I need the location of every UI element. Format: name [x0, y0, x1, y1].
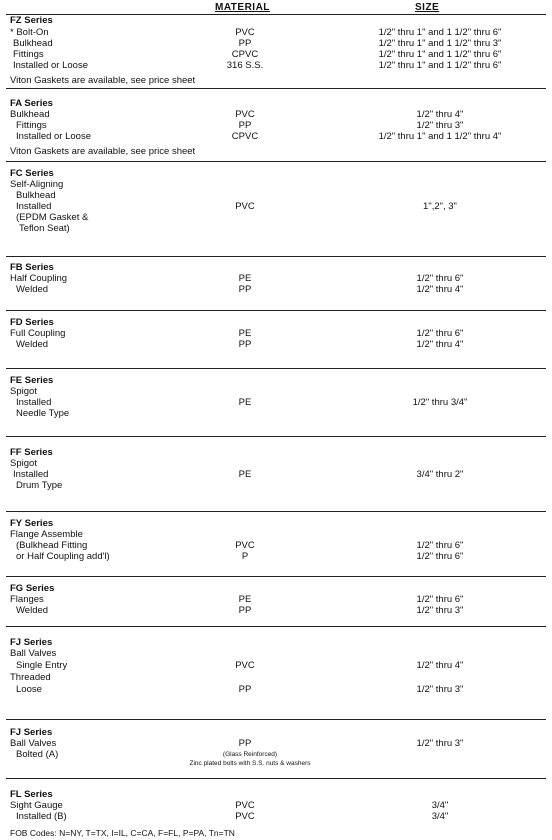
row-label: Single Entry — [16, 660, 68, 671]
table-row — [10, 131, 544, 143]
row-size: 3/4" — [431, 811, 449, 822]
row-size: 1/2" thru 4" — [416, 284, 464, 295]
row-size: 1/2" thru 3" — [416, 605, 464, 616]
series-title: FF Series — [10, 447, 53, 458]
table-row — [10, 408, 544, 420]
row-label: Bulkhead — [13, 38, 53, 49]
fl-series-section — [10, 789, 544, 829]
row-label: Fittings — [16, 120, 47, 131]
row-material: PVC — [235, 811, 255, 822]
section-divider — [6, 511, 546, 512]
row-label: Welded — [16, 284, 49, 295]
row-label: (EPDM Gasket & — [16, 212, 89, 223]
section-divider — [6, 88, 546, 89]
series-title: FG Series — [10, 583, 55, 594]
row-material: PP — [238, 684, 252, 695]
row-size: 1/2" thru 6" — [416, 551, 464, 562]
section-divider — [6, 368, 546, 369]
series-title: FZ Series — [10, 15, 53, 26]
section-divider — [6, 436, 546, 437]
row-size: 1/2" thru 4" — [416, 109, 464, 120]
series-title: FB Series — [10, 262, 54, 273]
row-label: Installed or Loose — [16, 131, 91, 142]
table-row — [10, 60, 544, 72]
series-title: FJ Series — [10, 637, 53, 648]
row-material: PE — [238, 273, 252, 284]
ff-series-section — [10, 447, 544, 497]
table-row — [10, 480, 544, 492]
section-divider — [6, 626, 546, 627]
section-divider — [6, 576, 546, 577]
row-material: PVC — [235, 660, 255, 671]
row-label: Installed — [16, 201, 52, 212]
row-material: PP — [238, 339, 252, 350]
row-size: 1/2" thru 3/4" — [412, 397, 468, 408]
row-material: PE — [238, 469, 252, 480]
row-size: 1/2" thru 6" — [416, 594, 464, 605]
fd-series-section — [10, 317, 544, 357]
table-row — [10, 660, 544, 672]
size-column-header: SIZE — [415, 2, 440, 13]
section-divider — [6, 161, 546, 162]
row-size: 1/2" thru 3" — [416, 684, 464, 695]
fj-series-threaded-section — [10, 637, 544, 702]
series-title: FD Series — [10, 317, 54, 328]
gasket-note: Viton Gaskets are available, see price sheet — [10, 75, 196, 86]
row-label: (Bulkhead Fitting — [16, 540, 88, 551]
row-label: Needle Type — [16, 408, 70, 419]
table-row — [10, 223, 544, 235]
row-size: 1/2" thru 1" and 1 1/2" thru 4" — [378, 131, 502, 142]
fg-series-section — [10, 583, 544, 623]
fy-series-section — [10, 518, 544, 568]
row-label: Drum Type — [16, 480, 63, 491]
row-material: CPVC — [231, 49, 259, 60]
row-size: 1/2" thru 6" — [416, 273, 464, 284]
row-material: PE — [238, 397, 252, 408]
bolt-note: Zinc plated bolts with S.S. nuts & washers — [189, 760, 311, 767]
row-material: PP — [238, 738, 252, 749]
row-material: PVC — [235, 109, 255, 120]
row-label: Ball Valves — [10, 648, 57, 659]
row-label: Installed (B) — [16, 811, 67, 822]
row-material: PE — [238, 594, 252, 605]
glass-reinforced-note: (Glass Reinforced) — [222, 751, 278, 758]
row-label: Half Coupling — [10, 273, 68, 284]
row-label: Full Coupling — [10, 328, 66, 339]
row-size: 1/2" thru 1" and 1 1/2" thru 6" — [378, 49, 502, 60]
row-label: Flange Assemble — [10, 529, 83, 540]
row-size: 3/4" — [431, 800, 449, 811]
row-size: 1/2" thru 6" — [416, 540, 464, 551]
row-material: PP — [238, 284, 252, 295]
row-label: Bolted (A) — [16, 749, 59, 760]
series-title: FE Series — [10, 375, 54, 386]
table-row — [10, 551, 544, 563]
fob-codes-footer: FOB Codes: N=NY, T=TX, I=IL, C=CA, F=FL, P=PA, Tn=TN — [10, 828, 235, 838]
series-title: FC Series — [10, 168, 54, 179]
row-size: 1/2" thru 3" — [416, 120, 464, 131]
row-size: 1/2" thru 4" — [416, 660, 464, 671]
series-title: FY Series — [10, 518, 54, 529]
row-label: Spigot — [10, 458, 37, 469]
row-label: Welded — [16, 339, 49, 350]
series-title: FA Series — [10, 98, 53, 109]
row-label: Installed — [16, 397, 52, 408]
row-material: PVC — [235, 540, 255, 551]
row-material: PP — [238, 120, 252, 131]
row-material: PVC — [235, 800, 255, 811]
section-divider — [6, 310, 546, 311]
row-label: Teflon Seat) — [19, 223, 70, 234]
row-label: Welded — [16, 605, 49, 616]
row-label: Fittings — [13, 49, 44, 60]
fc-series-section — [10, 168, 544, 243]
row-label: Threaded — [10, 672, 51, 683]
row-material: CPVC — [231, 131, 259, 142]
section-divider — [6, 719, 546, 720]
row-size: 1/2" thru 4" — [416, 339, 464, 350]
row-size: 1/2" thru 1" and 1 1/2" thru 3" — [378, 38, 502, 49]
row-material: PVC — [235, 27, 255, 38]
row-label: Bulkhead — [16, 190, 56, 201]
row-label: or Half Coupling add'l) — [16, 551, 110, 562]
row-size: 1",2", 3" — [423, 201, 457, 212]
row-label: Ball Valves — [10, 738, 57, 749]
row-size: 1/2" thru 1" and 1 1/2" thru 6" — [378, 60, 502, 71]
row-material: P — [241, 551, 249, 562]
row-size: 1/2" thru 6" — [416, 328, 464, 339]
row-label: Installed — [13, 469, 49, 480]
table-row — [10, 672, 544, 684]
row-label: Self-Aligning — [10, 179, 64, 190]
table-row — [10, 811, 544, 823]
row-size: 1/2" thru 1" and 1 1/2" thru 6" — [378, 27, 502, 38]
row-size: 1/2" thru 3" — [416, 738, 464, 749]
fz-series-section — [10, 15, 544, 90]
row-label: Flanges — [10, 594, 44, 605]
fj-series-bolted-section — [10, 727, 544, 777]
row-size: 3/4" thru 2" — [416, 469, 464, 480]
row-material: PVC — [235, 201, 255, 212]
table-row — [10, 605, 544, 617]
row-material: PE — [238, 328, 252, 339]
series-title: FJ Series — [10, 727, 53, 738]
row-label: * Bolt-On — [10, 27, 49, 38]
fb-series-section — [10, 262, 544, 302]
section-divider — [6, 256, 546, 257]
row-label: Sight Gauge — [10, 800, 63, 811]
section-divider — [6, 778, 546, 779]
row-material: PP — [238, 38, 252, 49]
material-column-header: MATERIAL — [215, 2, 270, 13]
row-material: PP — [238, 605, 252, 616]
row-label: Loose — [16, 684, 42, 695]
row-label: Installed or Loose — [13, 60, 88, 71]
gasket-note: Viton Gaskets are available, see price sheet — [10, 146, 196, 157]
fe-series-section — [10, 375, 544, 425]
row-label: Bulkhead — [10, 109, 50, 120]
series-title: FL Series — [10, 789, 53, 800]
row-material: 316 S.S. — [226, 60, 264, 71]
fa-series-section — [10, 98, 544, 160]
table-row — [10, 648, 544, 660]
table-row — [10, 339, 544, 351]
table-row — [10, 284, 544, 296]
table-row — [10, 684, 544, 696]
row-label: Spigot — [10, 386, 37, 397]
